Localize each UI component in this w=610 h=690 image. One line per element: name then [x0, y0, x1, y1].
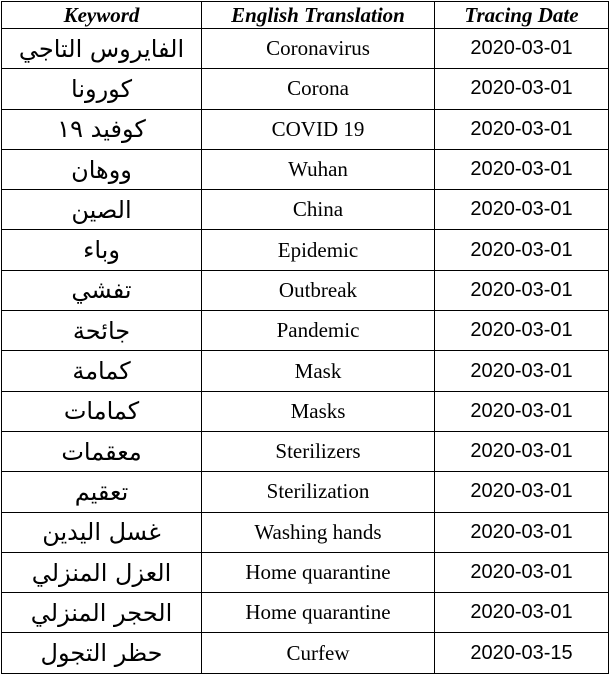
translation-cell: Home quarantine: [202, 593, 435, 633]
table-row: [2, 391, 609, 431]
header-tracing-date: Tracing Date: [435, 2, 609, 29]
table-row: [2, 190, 609, 230]
keyword-cell: الحجر المنزلي: [2, 593, 202, 633]
keyword-cell: معقمات: [2, 431, 202, 471]
table-row: [2, 552, 609, 592]
table-row: [2, 593, 609, 633]
table-row: [2, 472, 609, 512]
table-row: [2, 230, 609, 270]
tracing-date-cell: 2020-03-01: [435, 351, 609, 391]
translation-cell: Corona: [202, 69, 435, 109]
translation-cell: COVID 19: [202, 109, 435, 149]
tracing-date-cell: 2020-03-01: [435, 149, 609, 189]
keyword-cell: جائحة: [2, 311, 202, 351]
tracing-date-cell: 2020-03-01: [435, 29, 609, 69]
tracing-date-cell: 2020-03-01: [435, 512, 609, 552]
tracing-date-cell: 2020-03-01: [435, 552, 609, 592]
keyword-cell: غسل اليدين: [2, 512, 202, 552]
tracing-date-cell: 2020-03-01: [435, 391, 609, 431]
keyword-cell: العزل المنزلي: [2, 552, 202, 592]
table-row: [2, 633, 609, 673]
translation-cell: Sterilizers: [202, 431, 435, 471]
keyword-cell: كورونا: [2, 69, 202, 109]
translation-cell: Home quarantine: [202, 552, 435, 592]
keyword-cell: كمامة: [2, 351, 202, 391]
tracing-date-cell: 2020-03-01: [435, 311, 609, 351]
tracing-date-cell: 2020-03-01: [435, 190, 609, 230]
tracing-date-cell: 2020-03-01: [435, 109, 609, 149]
translation-cell: Washing hands: [202, 512, 435, 552]
translation-cell: Wuhan: [202, 149, 435, 189]
keyword-cell: الفايروس التاجي: [2, 29, 202, 69]
tracing-date-cell: 2020-03-01: [435, 431, 609, 471]
table-row: [2, 109, 609, 149]
translation-cell: Masks: [202, 391, 435, 431]
tracing-date-cell: 2020-03-01: [435, 230, 609, 270]
keyword-cell: حظر التجول: [2, 633, 202, 673]
keyword-cell: تفشي: [2, 270, 202, 310]
keyword-cell: كمامات: [2, 391, 202, 431]
translation-cell: China: [202, 190, 435, 230]
header-keyword: Keyword: [2, 2, 202, 29]
translation-cell: Sterilization: [202, 472, 435, 512]
tracing-date-cell: 2020-03-01: [435, 472, 609, 512]
translation-cell: Curfew: [202, 633, 435, 673]
table-row: [2, 69, 609, 109]
table-row: [2, 431, 609, 471]
keyword-cell: تعقيم: [2, 472, 202, 512]
table-row: [2, 149, 609, 189]
translation-cell: Epidemic: [202, 230, 435, 270]
tracing-date-cell: 2020-03-01: [435, 270, 609, 310]
keyword-cell: الصين: [2, 190, 202, 230]
table-body: [2, 29, 609, 674]
translation-cell: Pandemic: [202, 311, 435, 351]
tracing-date-cell: 2020-03-01: [435, 69, 609, 109]
header-row: [2, 2, 609, 29]
tracing-date-cell: 2020-03-15: [435, 633, 609, 673]
header-english-translation: English Translation: [202, 2, 435, 29]
table-row: [2, 512, 609, 552]
keyword-cell: وباء: [2, 230, 202, 270]
table-row: [2, 311, 609, 351]
keyword-cell: ووهان: [2, 149, 202, 189]
translation-cell: Coronavirus: [202, 29, 435, 69]
table-row: [2, 351, 609, 391]
tracing-date-cell: 2020-03-01: [435, 593, 609, 633]
translation-cell: Outbreak: [202, 270, 435, 310]
table-row: [2, 29, 609, 69]
keyword-cell: كوفيد ١٩: [2, 109, 202, 149]
keyword-table: [1, 1, 609, 674]
table-row: [2, 270, 609, 310]
translation-cell: Mask: [202, 351, 435, 391]
